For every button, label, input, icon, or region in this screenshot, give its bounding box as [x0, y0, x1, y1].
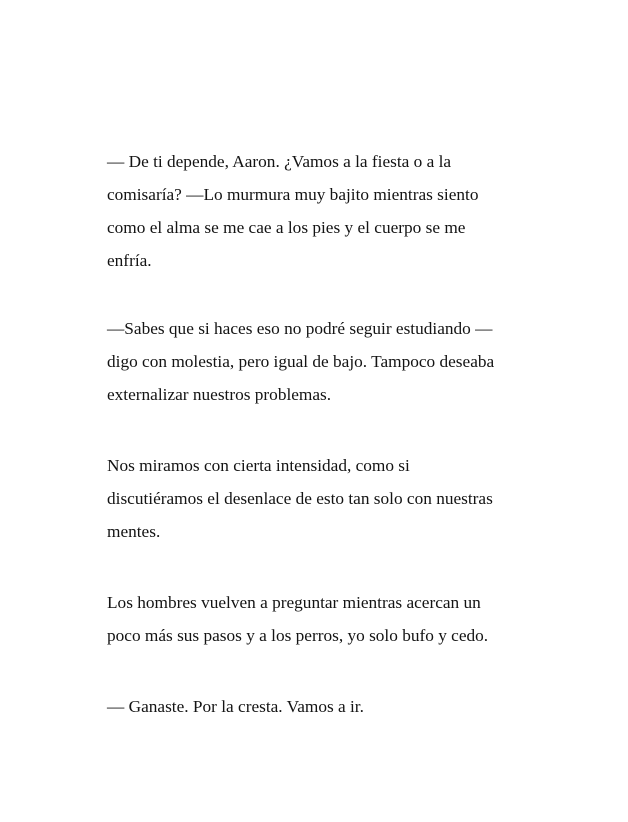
paragraph-narration-men	[107, 586, 488, 652]
text-line: poco más sus pasos y a los perros, yo solo bufo y cedo.	[107, 626, 489, 645]
paragraph-dialogue-studying	[107, 312, 494, 411]
text-line: — De ti depende, Aaron. ¿Vamos a la fiesta o a la	[107, 152, 452, 171]
paragraph-dialogue-ganaste	[107, 690, 364, 723]
text-line: digo con molestia, pero igual de bajo. Tampoco deseaba	[107, 352, 495, 371]
text-line: externalizar nuestros problemas.	[107, 385, 332, 404]
text-line: mentes.	[107, 522, 161, 541]
text-line: Nos miramos con cierta intensidad, como si	[107, 456, 410, 475]
paragraph-dialogue-aaron	[107, 145, 478, 277]
text-line: como el alma se me cae a los pies y el cuerpo se me	[107, 218, 466, 237]
text-line: comisaría? —Lo murmura muy bajito mientras siento	[107, 185, 479, 204]
paragraph-narration-stare	[107, 449, 493, 548]
text-line: enfría.	[107, 251, 152, 270]
text-line: discutiéramos el desenlace de esto tan solo con nuestras	[107, 489, 493, 508]
text-line: Los hombres vuelven a preguntar mientras acercan un	[107, 593, 481, 612]
text-line: —Sabes que si haces eso no podré seguir estudiando —	[107, 319, 493, 338]
text-line: — Ganaste. Por la cresta. Vamos a ir.	[107, 697, 364, 716]
